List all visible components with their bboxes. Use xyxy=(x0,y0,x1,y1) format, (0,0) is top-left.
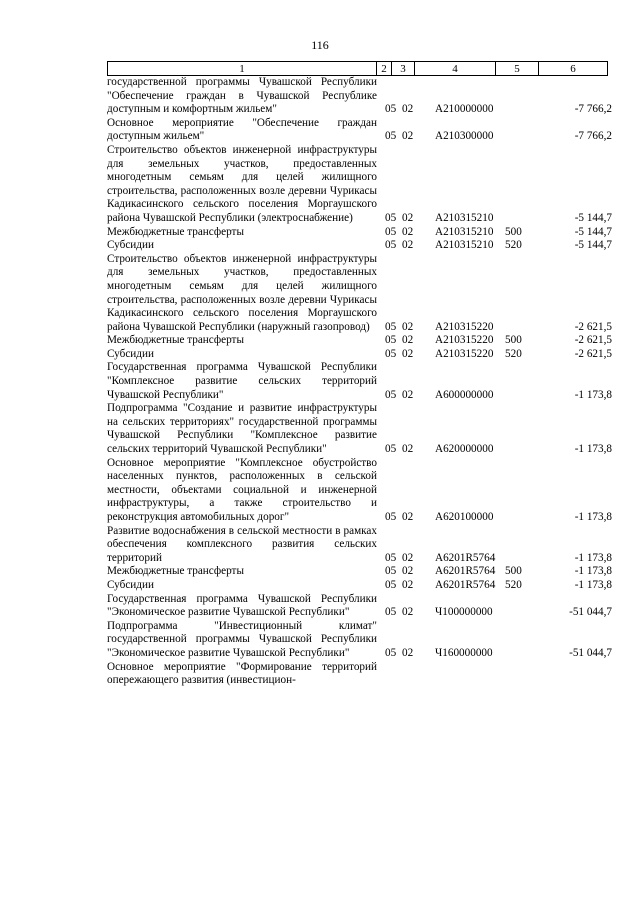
row-section: 05 xyxy=(385,578,397,591)
row-subsection: 02 xyxy=(402,239,414,252)
row-section: 05 xyxy=(385,103,397,116)
row-amount: -1 173,8 xyxy=(574,565,612,578)
row-amount: -51 044,7 xyxy=(569,606,612,619)
row-subsection: 02 xyxy=(402,606,414,619)
header-col-6: 6 xyxy=(539,62,608,76)
row-amount: -5 144,7 xyxy=(574,225,612,238)
row-name: Субсидии xyxy=(107,347,154,360)
row-amount: -2 621,5 xyxy=(574,347,612,360)
row-target-code: A210315210 xyxy=(435,211,494,224)
row-subsection: 02 xyxy=(402,565,414,578)
row-amount: -1 173,8 xyxy=(574,388,612,401)
row-expense-type: 500 xyxy=(505,334,522,347)
table-row xyxy=(107,620,612,661)
row-section: 05 xyxy=(385,551,397,564)
row-section: 05 xyxy=(385,130,397,143)
row-target-code: A210300000 xyxy=(435,130,494,143)
table-row xyxy=(107,253,612,335)
table-row xyxy=(107,361,612,402)
row-expense-type: 520 xyxy=(505,239,522,252)
row-target-code: A210315220 xyxy=(435,320,494,333)
row-name: Основное мероприятие "Комплексное обустройство населенных пунктов, расположенных в сельской местности, объектами социальной и инженерной инфраструктуры, а также строительство и реконструкция автомобильных дорог" xyxy=(107,456,377,523)
row-name: Основное мероприятие "Обеспечение граждан доступным жильем" xyxy=(107,116,377,143)
row-name: Государственная программа Чувашской Республики "Комплексное развитие сельских территорий Чувашской Республики" xyxy=(107,361,377,401)
row-section: 05 xyxy=(385,606,397,619)
row-subsection: 02 xyxy=(402,130,414,143)
row-name: Подпрограмма "Инвестиционный климат" государственной программы Чувашской Республики "Экономическое развитие Чувашской Республики" xyxy=(107,619,377,659)
row-subsection: 02 xyxy=(402,388,414,401)
page-number: 116 xyxy=(311,38,329,52)
row-name: государственной программы Чувашской Республики "Обеспечение граждан в Чувашской Республике доступным и комфортным жильем" xyxy=(107,76,377,116)
row-section: 05 xyxy=(385,388,397,401)
row-name: Субсидии xyxy=(107,578,154,591)
row-expense-type: 520 xyxy=(505,578,522,591)
row-section: 05 xyxy=(385,225,397,238)
row-name: Межбюджетные трансферты xyxy=(107,225,244,238)
row-name: Развитие водоснабжения в сельской местности в рамках обеспечения комплексного развития сельских территорий xyxy=(107,524,377,564)
row-target-code: A210315220 xyxy=(435,334,494,347)
table-row xyxy=(107,334,612,348)
row-amount: -2 621,5 xyxy=(574,320,612,333)
row-amount: -1 173,8 xyxy=(574,578,612,591)
row-amount: -5 144,7 xyxy=(574,211,612,224)
row-expense-type: 500 xyxy=(505,565,522,578)
table-row xyxy=(107,661,612,688)
table-row xyxy=(107,525,612,566)
row-name: Строительство объектов инженерной инфраструктуры для земельных участков, предоставленных многодетным семьям для целей жилищного строительства, расположенных возле деревни Чурикасы Кадикасинского сельского поселения Моргаушского района Чувашской Республики (электроснабжение) xyxy=(107,143,377,224)
row-subsection: 02 xyxy=(402,578,414,591)
row-expense-type: 500 xyxy=(505,225,522,238)
table-row xyxy=(107,76,612,117)
table-row xyxy=(107,144,612,226)
table-row xyxy=(107,402,612,456)
row-name: Межбюджетные трансферты xyxy=(107,334,244,347)
row-target-code: A210315220 xyxy=(435,347,494,360)
row-amount: -51 044,7 xyxy=(569,646,612,659)
row-amount: -2 621,5 xyxy=(574,334,612,347)
row-target-code: A620000000 xyxy=(435,443,494,456)
row-subsection: 02 xyxy=(402,334,414,347)
row-target-code: A210315210 xyxy=(435,225,494,238)
row-section: 05 xyxy=(385,334,397,347)
header-col-5: 5 xyxy=(496,62,539,76)
row-section: 05 xyxy=(385,565,397,578)
row-target-code: Ч160000000 xyxy=(435,646,493,659)
row-subsection: 02 xyxy=(402,511,414,523)
row-section: 05 xyxy=(385,511,397,523)
row-section: 05 xyxy=(385,347,397,360)
row-subsection: 02 xyxy=(402,211,414,224)
row-amount: -1 173,8 xyxy=(574,551,612,564)
row-subsection: 02 xyxy=(402,646,414,659)
row-name: Субсидии xyxy=(107,239,154,252)
row-target-code: A620100000 xyxy=(435,511,494,523)
table-row xyxy=(107,117,612,144)
table-row xyxy=(107,348,612,362)
header-col-4: 4 xyxy=(415,62,496,76)
row-amount: -7 766,2 xyxy=(574,103,612,116)
table-header xyxy=(107,61,608,76)
row-name: Государственная программа Чувашской Республики "Экономическое развитие Чувашской Республики" xyxy=(107,592,377,619)
row-section: 05 xyxy=(385,646,397,659)
table-row xyxy=(107,565,612,579)
row-name: Межбюджетные трансферты xyxy=(107,565,244,578)
row-name: Строительство объектов инженерной инфраструктуры для земельных участков, предоставленных многодетным семьям для целей жилищного строительства, расположенных возле деревни Чурикасы Кадикасинского сельского поселения Моргаушского района Чувашской Республики (наружный газопровод) xyxy=(107,252,377,333)
table-row xyxy=(107,579,612,593)
row-section: 05 xyxy=(385,320,397,333)
table-row xyxy=(107,239,612,253)
row-name: Основное мероприятие "Формирование территорий опережающего развития (инвестицион- xyxy=(107,660,377,687)
row-target-code: A210000000 xyxy=(435,103,494,116)
header-col-3: 3 xyxy=(392,62,415,76)
table-row xyxy=(107,457,612,525)
row-subsection: 02 xyxy=(402,320,414,333)
row-target-code: A6201R5764 xyxy=(435,565,496,578)
row-subsection: 02 xyxy=(402,347,414,360)
row-amount: -1 173,8 xyxy=(574,443,612,456)
row-name: Подпрограмма "Создание и развитие инфраструктуры на сельских территориях" государственной программы Чувашской Республики "Комплексное развитие сельских территорий Чувашской Республики" xyxy=(107,402,377,456)
row-target-code: A6201R5764 xyxy=(435,551,496,564)
row-section: 05 xyxy=(385,239,397,252)
row-target-code: A600000000 xyxy=(435,388,494,401)
table-row xyxy=(107,226,612,240)
row-section: 05 xyxy=(385,211,397,224)
row-section: 05 xyxy=(385,443,397,456)
row-subsection: 02 xyxy=(402,551,414,564)
row-amount: -5 144,7 xyxy=(574,239,612,252)
row-subsection: 02 xyxy=(402,103,414,116)
row-target-code: A210315210 xyxy=(435,239,494,252)
table-body xyxy=(107,76,612,688)
row-subsection: 02 xyxy=(402,443,414,456)
row-amount: -7 766,2 xyxy=(574,130,612,143)
table-row xyxy=(107,593,612,620)
row-target-code: A6201R5764 xyxy=(435,578,496,591)
row-amount: -1 173,8 xyxy=(574,511,612,523)
header-col-2: 2 xyxy=(377,62,392,76)
row-expense-type: 520 xyxy=(505,347,522,360)
row-target-code: Ч100000000 xyxy=(435,606,493,619)
header-col-1: 1 xyxy=(108,62,377,76)
row-subsection: 02 xyxy=(402,225,414,238)
